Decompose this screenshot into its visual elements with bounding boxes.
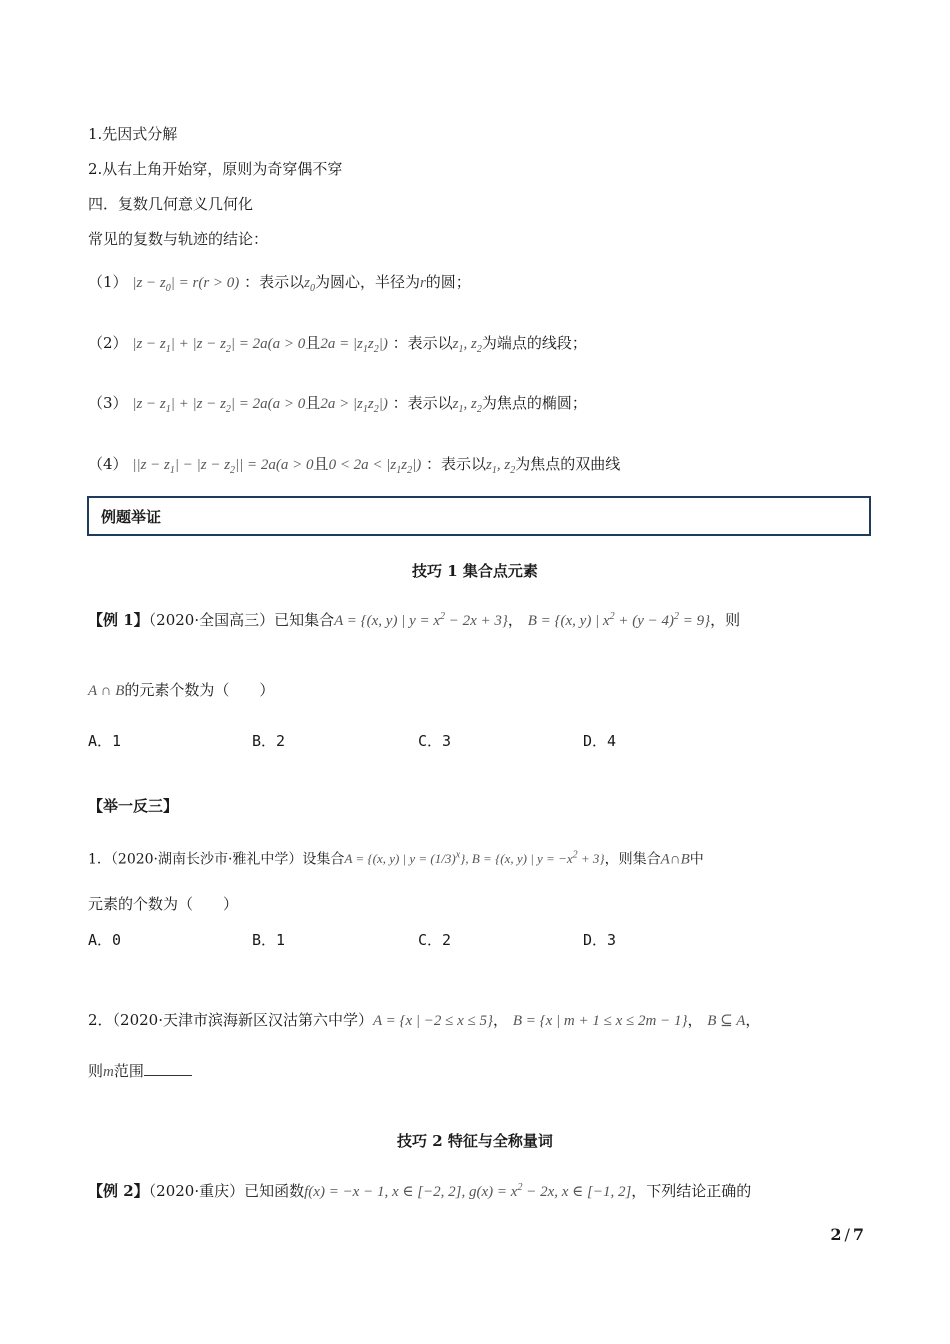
ex1-option-b[interactable]: B．2 [252, 732, 286, 750]
conclusion-3: （3） $|z - z_1| + |z - z_2| = 2a(a > 0$且$2a > |z_1z_2|$) ：表示以$z_1$, $z_2$为焦点的椭圆； [88, 394, 587, 415]
practice-q1: 1．（2020·湖南长沙市·雅礼中学）设集合A = {(x, y) | $y = (1/3)^x$}, B = {(x, y) | $y = -x^2 + 3$}，则集合A∩B中 [88, 850, 704, 868]
q1-option-d[interactable]: D．3 [583, 931, 617, 949]
page-number: 2 / 7 [830, 1225, 864, 1244]
step-1: 1.先因式分解 [88, 125, 178, 143]
answer-blank[interactable] [144, 1061, 192, 1076]
formula-set-b: B = {(x, y) | $x^2 + (y - 4)^2 = 9$} [527, 611, 711, 629]
practice-title: 【举一反三】 [88, 797, 179, 815]
q1-option-c[interactable]: C．2 [418, 931, 452, 949]
practice-q2: 2．（2020·天津市滨海新区汉沽第六中学）A = {x | −2 ≤ x ≤ 5}， B = {x | m + 1 ≤ x ≤ 2m − 1}， B ⊆ A， [88, 1011, 761, 1029]
section-intro: 常见的复数与轨迹的结论： [88, 230, 269, 248]
conclusion-2: （2） $|z - z_1| + |z - z_2| = 2a(a > 0$且$2a = |z_1z_2|$) ：表示以$z_1$, $z_2$为端点的线段； [88, 334, 587, 355]
example-box [87, 496, 871, 536]
formula-segment: $|z - z_1| + |z - z_2| = 2a(a > 0$ [132, 336, 306, 355]
practice-q2-cont: 则m范围 [88, 1061, 192, 1082]
formula-intersection: A ∩ B [88, 683, 125, 699]
q1-option-a[interactable]: A．0 [88, 931, 122, 949]
formula-q1-sets: A = {(x, y) | $y = (1/3)^x$}, B = {(x, y) | $y = -x^2 + 3$} [344, 850, 605, 867]
ex1-option-c[interactable]: C．3 [418, 732, 452, 750]
formula-q2-b: B = {x | m + 1 ≤ x ≤ 2m − 1} [512, 1013, 688, 1029]
skill1-title: 技巧 1 集合点元素 [412, 562, 538, 580]
formula-circle: $|z - z_0| = r(r > 0)$ [132, 275, 240, 294]
step-2: 2.从右上角开始穿，原则为奇穿偶不穿 [88, 160, 343, 178]
ex1-option-d[interactable]: D．4 [583, 732, 617, 750]
formula-q2-subset: B ⊆ A [707, 1013, 746, 1029]
example-1-cont: A ∩ B的元素个数为（ ） [88, 681, 275, 699]
section-heading: 四．复数几何意义几何化 [88, 195, 254, 213]
formula-hyperbola: $||z - z_1| - |z - z_2|| = 2a(a > 0$ [132, 457, 314, 476]
example-1: 【例 1】（2020·全国高三）已知集合A = {(x, y) | $y = x^2 - 2x + 3$}， B = {(x, y) | $x^2 + (y - 4)^2 = 9$}，则 [88, 611, 741, 629]
q1-option-b[interactable]: B．1 [252, 931, 286, 949]
formula-set-a: A = {(x, y) | $y = x^2 - 2x + 3$} [334, 611, 508, 629]
formula-ex2: f(x) = −x − 1, x ∈ [−2, 2], $g(x) = x^2 - 2x$, x ∈ [−1, 2] [304, 1182, 632, 1200]
example-2: 【例 2】（2020·重庆）已知函数f(x) = −x − 1, x ∈ [−2, 2], $g(x) = x^2 - 2x$, x ∈ [−1, 2]，下列结论正确的 [88, 1182, 752, 1200]
example-box-title: 例题举证 [101, 508, 162, 526]
practice-q1-cont: 元素的个数为（ ） [88, 895, 239, 913]
skill2-title: 技巧 2 特征与全称量词 [397, 1132, 553, 1150]
formula-q2-a: A = {x | −2 ≤ x ≤ 5} [373, 1013, 494, 1029]
conclusion-4: （4） $||z - z_1| - |z - z_2|| = 2a(a > 0$且$0 < 2a < |z_1z_2|$) ：表示以$z_1$, $z_2$为焦点的双曲线 [88, 455, 621, 476]
conclusion-1: （1） $|z - z_0| = r(r > 0)$ ：表示以$z_0$为圆心，半径为r的圆； [88, 273, 471, 294]
formula-ellipse: $|z - z_1| + |z - z_2| = 2a(a > 0$ [132, 396, 306, 415]
ex1-option-a[interactable]: A．1 [88, 732, 122, 750]
